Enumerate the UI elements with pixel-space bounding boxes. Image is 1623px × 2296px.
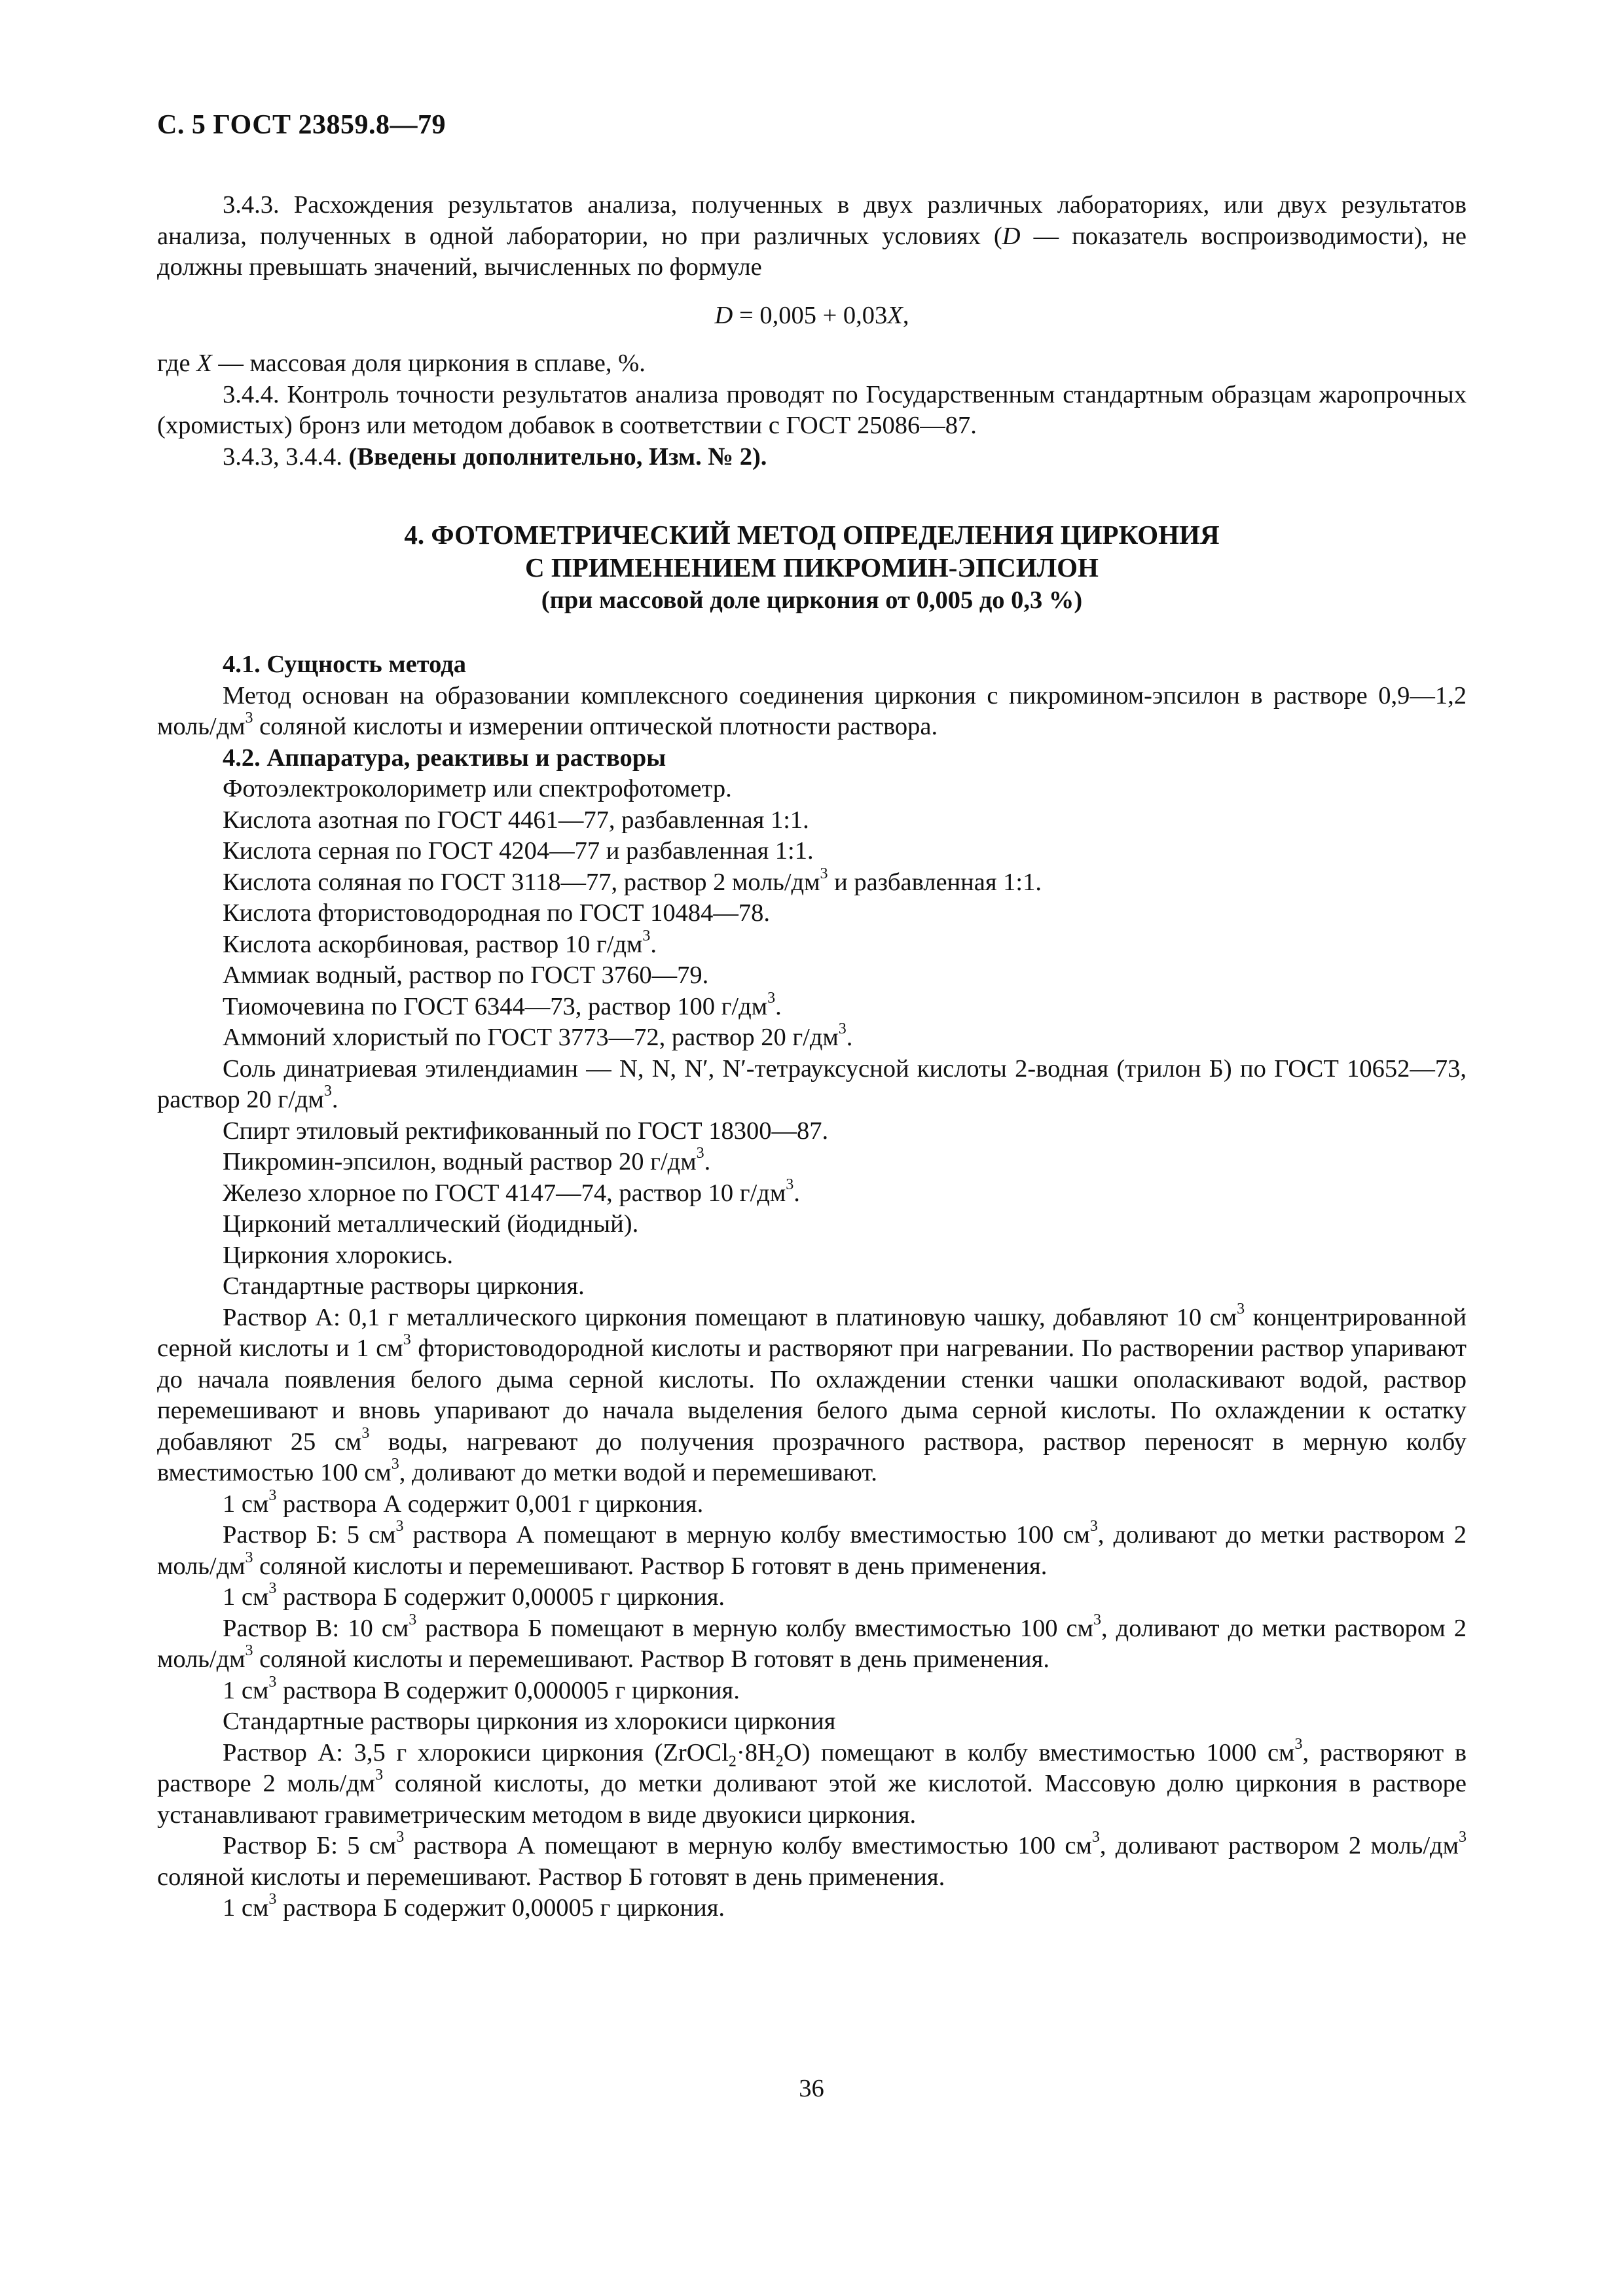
solution-b2-paragraph: Раствор Б: 5 $см^3$ раствора А помещают в мерную колбу вместимостью 100 $см^3$, доливают раствором 2 моль/$дм^3$ соляной кислоты и перемешивают. Раствор Б готовят в день применения. [157, 1829, 1467, 1891]
reagent-item: Кислота аскорбиновая, раствор 10 $г/дм^3$. [223, 927, 657, 958]
page-number: 36 [799, 2075, 824, 2102]
document-body [157, 190, 1467, 1924]
page-header: С. 5 ГОСТ 23859.8—79 [157, 110, 447, 140]
reagent-item: Стандартные растворы циркония. [223, 1272, 585, 1300]
reagent-item: Аммиак водный, раствор по ГОСТ 3760—79. [223, 961, 709, 989]
solution-b2-content: 1 $см^3$ раствора Б содержит 0,00005 г циркония. [223, 1891, 725, 1922]
paragraph-3-4-3: 3.4.3. Расхождения результатов анализа, полученных в двух различных лабораториях, или двух результатов анализа, полученных в одной лаборатории, но при различных условиях (D — показатель воспроизводимости), не должны превышать значений, вычисленных по формуле [157, 191, 1467, 281]
reagent-item: Железо хлорное по ГОСТ 4147—74, раствор 10 $г/дм^3$. [223, 1175, 800, 1207]
reagent-item: Кислота азотная по ГОСТ 4461—77, разбавленная 1:1. [223, 806, 809, 834]
solution-a-paragraph: Раствор А: 0,1 г металлического циркония помещают в платиновую чашку, добавляют 10 $см^3$ концентрированной серной кислоты и 1 $см^3$ фтористоводородной кислоты и растворяют при нагревании. По растворении раствор упаривают до начала появления белого дыма серной кислоты. По охлаждении стенки чашки ополаскивают водой, раствор перемешивают и вновь упаривают до начала выделения белого дыма серной кислоты. По охлаждении к остатку добавляют 25 $см^3$ воды, нагревают до получения прозрачного раствора, раствор переносят в мерную колбу вместимостью 100 $см^3$, доливают до метки водой и перемешивают. [157, 1300, 1467, 1486]
reagent-item: Кислота соляная по ГОСТ 3118—77, раствор 2 моль/$дм^3$ и разбавленная 1:1. [223, 865, 1042, 896]
formula: D = 0,005 + 0,03X, [714, 301, 909, 329]
reagent-item: Спирт этиловый ректификованный по ГОСТ 18300—87. [223, 1117, 829, 1145]
reagent-item: Аммоний хлористый по ГОСТ 3773—72, раствор 20 $г/дм^3$. [223, 1020, 853, 1051]
reagent-item: Кислота серная по ГОСТ 4204—77 и разбавленная 1:1. [223, 837, 814, 865]
formula-legend: где X — массовая доля циркония в сплаве, %. [157, 350, 646, 377]
reagent-item: Тиомочевина по ГОСТ 6344—73, раствор 100 $г/дм^3$. [223, 989, 782, 1020]
solution-b-content: 1 $см^3$ раствора Б содержит 0,00005 г циркония. [223, 1580, 725, 1611]
reagent-item: Соль динатриевая этилендиамин — N, N, N′, N′-тетрауксусной кислоты 2-водная (трилон Б) по ГОСТ 10652—73, раствор 20 $г/дм^3$. [157, 1054, 1467, 1113]
section-4-title: 4. ФОТОМЕТРИЧЕСКИЙ МЕТОД ОПРЕДЕЛЕНИЯ ЦИРКОНИЯ С ПРИМЕНЕНИЕМ ПИКРОМИН-ЭПСИЛОН (при массовой доле циркония от 0,005 до 0,3 %) [404, 520, 1220, 614]
solution-v-content: 1 $см^3$ раствора В содержит 0,000005 г циркония. [223, 1673, 740, 1704]
reagent-item: Циркония хлорокись. [223, 1241, 453, 1269]
amendment-note: 3.4.3, 3.4.4. (Введены дополнительно, Изм. № 2). [223, 442, 767, 471]
solution-a2-paragraph: Раствор А: 3,5 г хлорокиси циркония $(ZrOCl_2\cdot 8H_2O)$ помещают в колбу вместимостью 1000 $см^3$, растворяют в растворе 2 моль/$дм^3$ соляной кислоты, до метки доливают этой же кислотой. Массовую долю циркония в растворе устанавливают гравиметрическим методом в виде двуокиси циркония. [157, 1735, 1467, 1829]
reagent-item: Фотоэлектроколориметр или спектрофотометр. [223, 775, 732, 802]
paragraph-4-1: Метод основан на образовании комплексного соединения циркония с пикромином-эпсилон в растворе 0,9—1,2 моль/$дм^3$ соляной кислоты и измерении оптической плотности раствора. [157, 681, 1467, 740]
solution-a-content: 1 $см^3$ раствора А содержит 0,001 г циркония. [223, 1486, 704, 1518]
reagent-item: Пикромин-эпсилон, водный раствор 20 $г/дм^3$. [223, 1145, 711, 1175]
heading-4-2: 4.2. Аппаратура, реактивы и растворы [223, 744, 666, 772]
reagent-item: Цирконий металлический (йодидный). [223, 1210, 639, 1238]
paragraph-3-4-4: 3.4.4. Контроль точности результатов анализа проводят по Государственным стандартным образцам жаропрочных (хромистых) бронз или методом добавок в соответствии с ГОСТ 25086—87. [157, 380, 1467, 439]
standard-solutions-heading: Стандартные растворы циркония из хлорокиси циркония [223, 1708, 836, 1735]
reagent-item: Кислота фтористоводородная по ГОСТ 10484—78. [223, 899, 771, 927]
heading-4-1: 4.1. Сущность метода [223, 651, 466, 678]
solution-b-paragraph: Раствор Б: 5 $см^3$ раствора А помещают в мерную колбу вместимостью 100 $см^3$, доливают до метки раствором 2 моль/$дм^3$ соляной кислоты и перемешивают. Раствор Б готовят в день применения. [157, 1518, 1467, 1580]
solution-v-paragraph: Раствор В: 10 $см^3$ раствора Б помещают в мерную колбу вместимостью 100 $см^3$, доливают до метки раствором 2 моль/$дм^3$ соляной кислоты и перемешивают. Раствор В готовят в день применения. [157, 1611, 1467, 1673]
